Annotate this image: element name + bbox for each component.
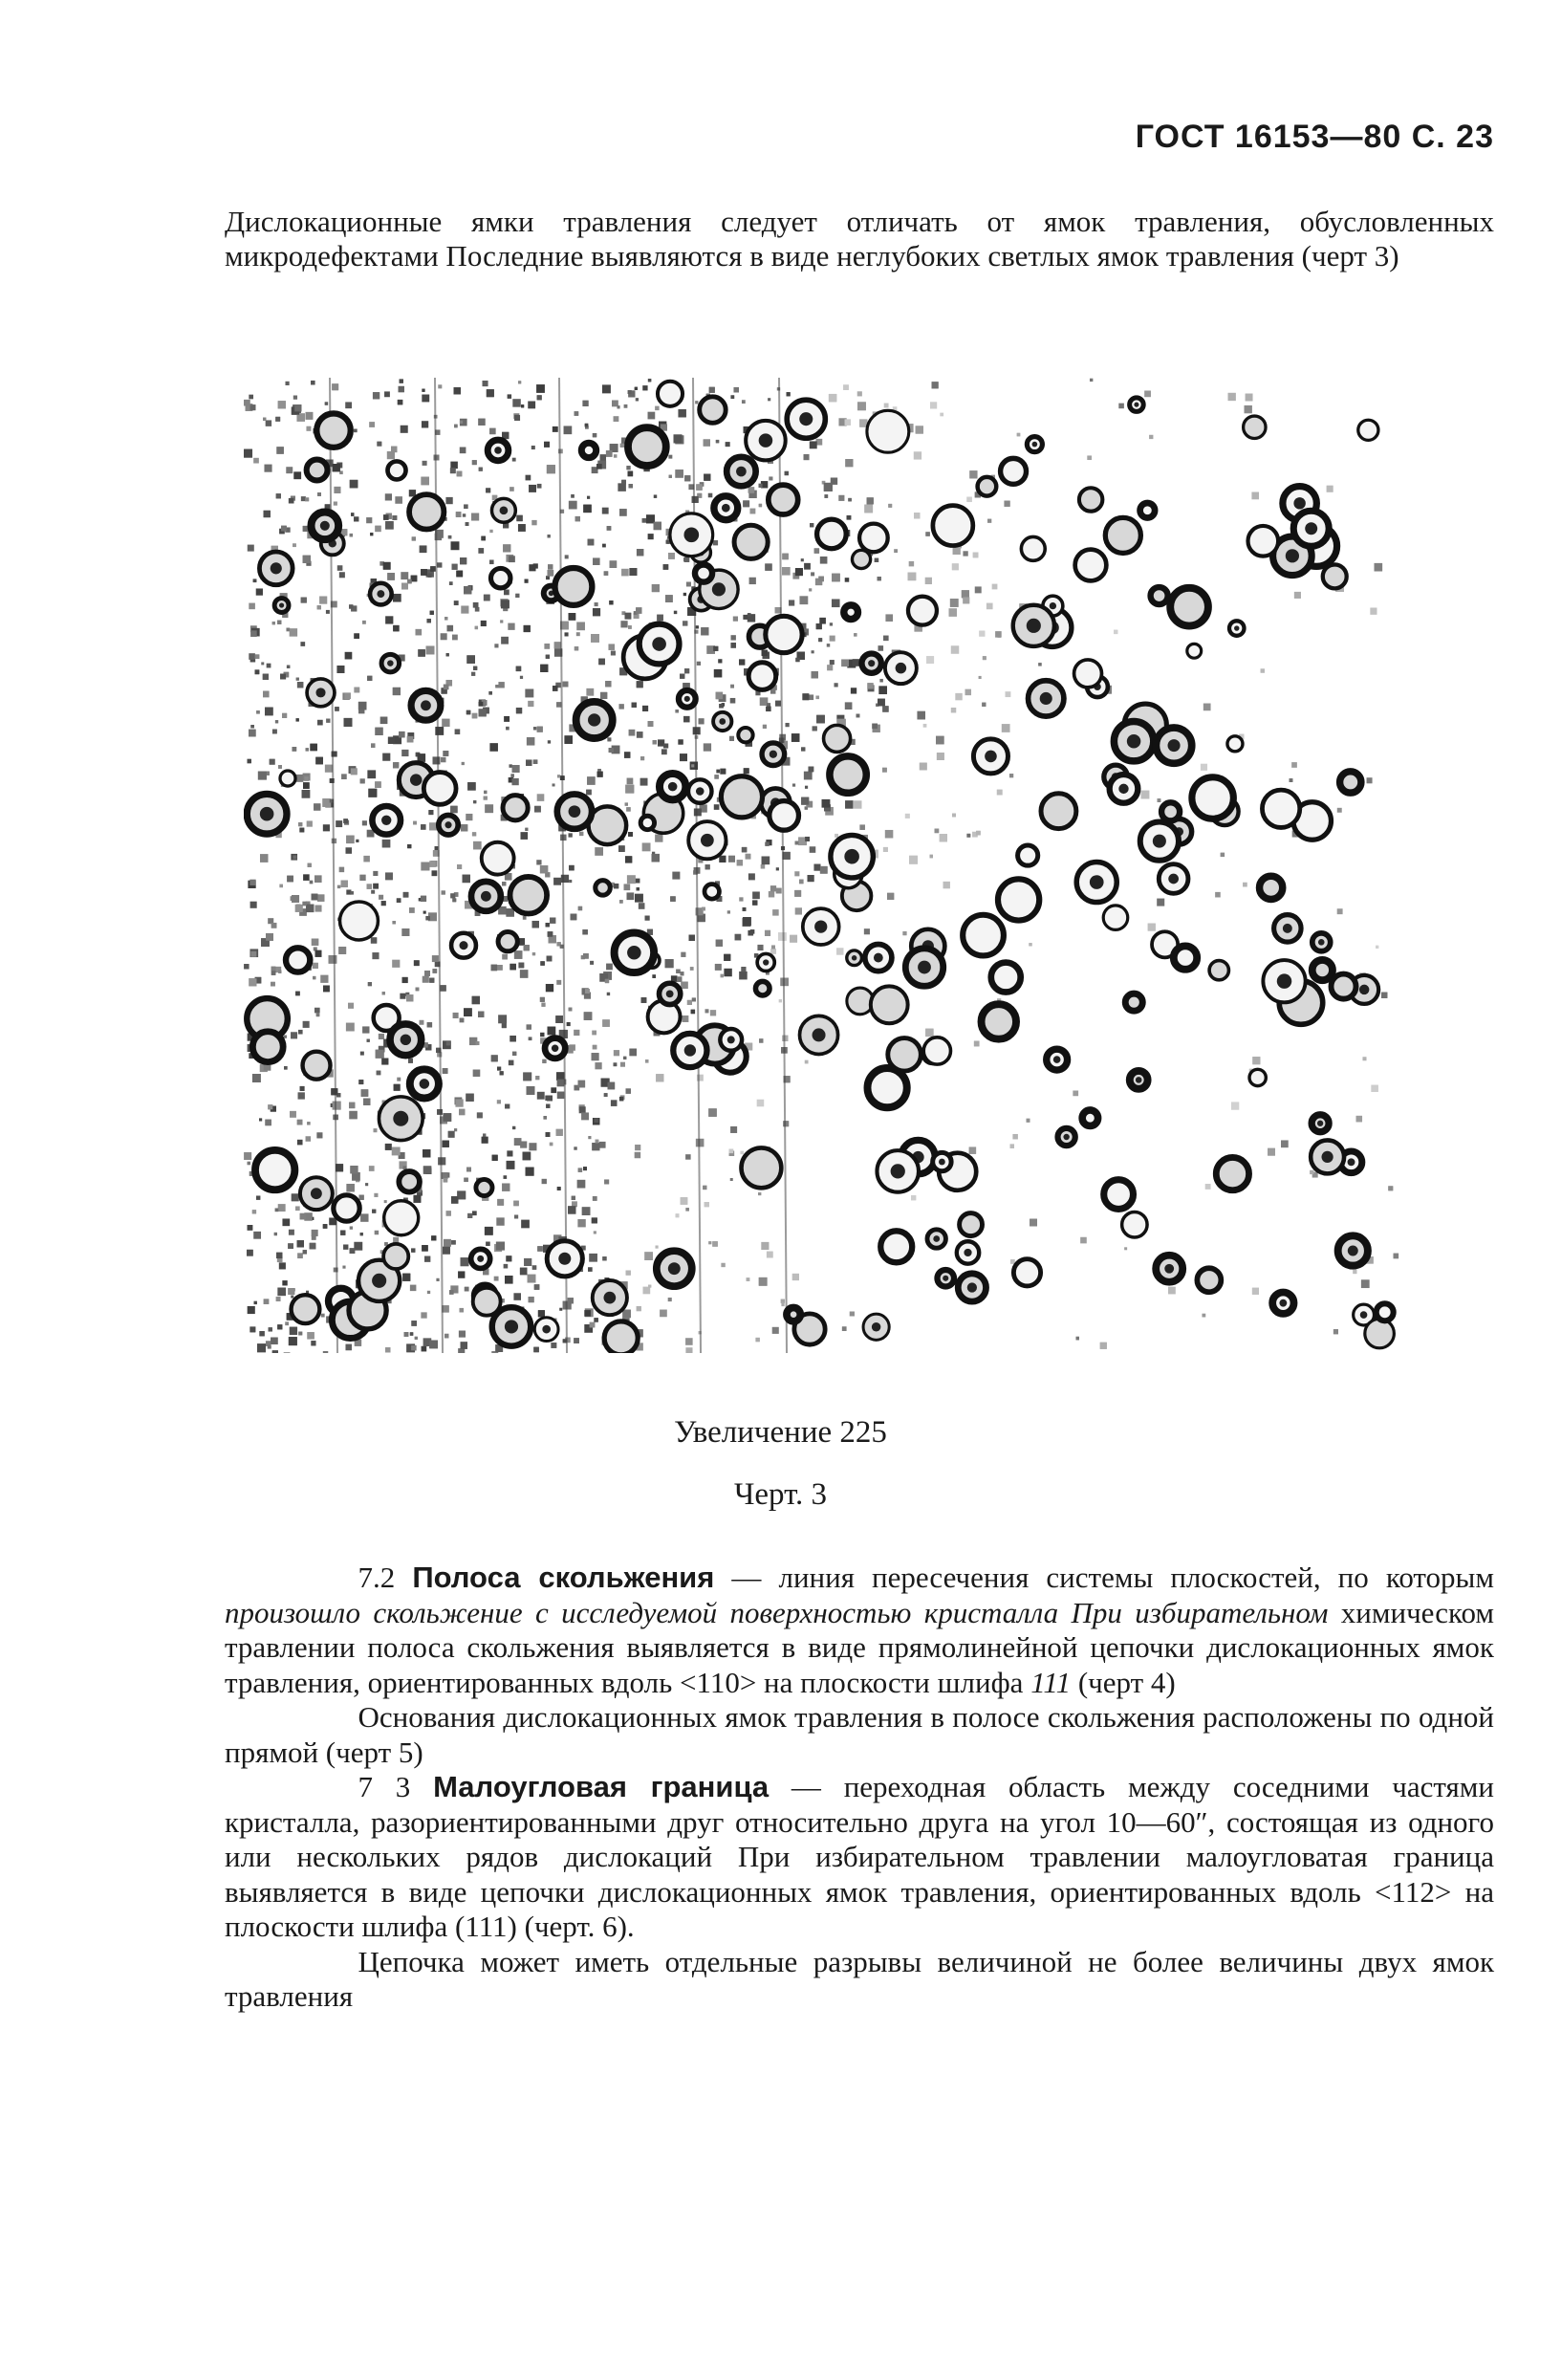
figure-label: Черт. 3 <box>733 1477 828 1512</box>
page-header: ГОСТ 16153—80 С. 23 <box>1135 119 1494 155</box>
figure-magnification: Увеличение 225 <box>674 1415 887 1450</box>
paragraph-slip-band-bases: Основания дислокационных ямок травления в полосе скольжения расположены по одной прямой (черт 5) <box>225 1700 1494 1769</box>
section-text-end: (черт 4) <box>1071 1665 1176 1699</box>
term-slip-band: Полоса скольжения <box>412 1561 715 1594</box>
section-number: 7.2 <box>358 1561 396 1594</box>
body-text <box>225 1561 1494 2015</box>
paragraph-chain-gaps: Цепочка может иметь отдельные разрывы величиной не более величины двух ямок травления <box>225 1944 1494 2013</box>
section-text-italic: произошло скольжение с исследуемой поверхностью кристалла При избирательном <box>225 1595 1329 1629</box>
section-text: — переходная область между соседними частями кристалла, разориентированными друг относительно друга на угол 10—60″, состоящая из одного или нескольких рядов дислокаций При избирательном травлении малоугловатая граница выявляется в виде цепочки дислокационных ямок травления, ориентированных вдоль <112> на плоскости шлифа (111) (черт. 6). <box>225 1770 1495 1943</box>
section-text-rest: химическом травлении полоса скольжения выявляется в виде прямолинейной цепочки дислокационных ямок травления, ориентированных вдоль <110> на плоскости шлифа <box>225 1595 1494 1699</box>
section-text-plane: 111 <box>1030 1665 1072 1699</box>
section-text: — линия пересечения системы плоскостей, по которым <box>714 1561 1494 1594</box>
section-number: 7 3 <box>358 1770 411 1803</box>
section-7-3 <box>225 1770 1494 1945</box>
intro-paragraph: Дислокационные ямки травления следует отличать от ямок травления, обусловленных микродефектами Последние выявляются в виде неглубоких светлых ямок травления (черт 3) <box>225 205 1494 273</box>
term-low-angle-boundary: Малоугловая граница <box>433 1770 770 1803</box>
micrograph-figure <box>244 378 1400 1353</box>
section-7-2 <box>225 1561 1494 1700</box>
micrograph-image <box>244 378 1400 1353</box>
